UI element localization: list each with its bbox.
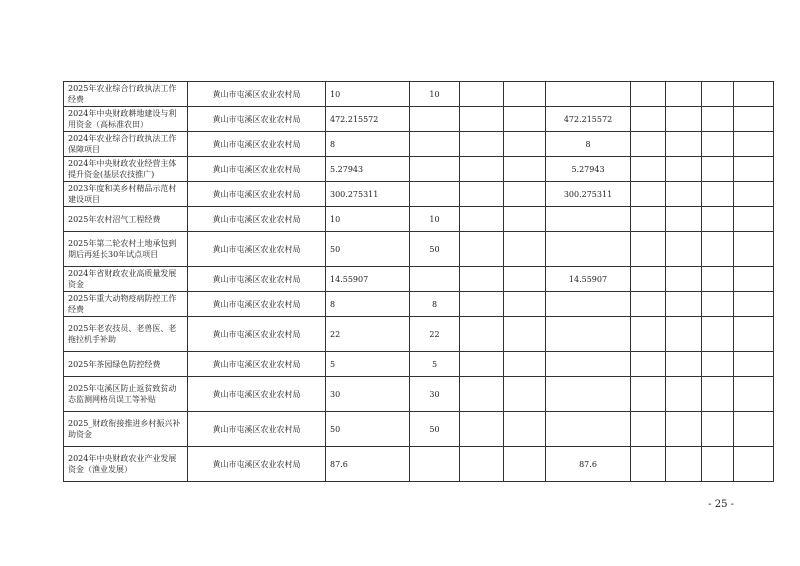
empty-cell	[460, 377, 504, 412]
amount-col2-cell	[410, 157, 460, 182]
unit-cell: 黄山市屯溪区农业农村局	[188, 267, 326, 292]
empty-cell	[460, 157, 504, 182]
amount-col5-cell	[546, 377, 631, 412]
unit-cell: 黄山市屯溪区农业农村局	[188, 412, 326, 447]
amount-col2-cell: 30	[410, 377, 460, 412]
amount-col5-cell	[546, 82, 631, 107]
table-row	[64, 292, 774, 317]
table-row	[64, 182, 774, 207]
amount-col2-cell: 50	[410, 232, 460, 267]
empty-cell	[702, 292, 734, 317]
amount-col2-cell: 10	[410, 82, 460, 107]
empty-cell	[504, 447, 546, 482]
empty-cell	[734, 82, 774, 107]
table-row	[64, 447, 774, 482]
unit-cell: 黄山市屯溪区农业农村局	[188, 82, 326, 107]
unit-cell: 黄山市屯溪区农业农村局	[188, 107, 326, 132]
amount-col5-cell: 472.215572	[546, 107, 631, 132]
table-row	[64, 132, 774, 157]
empty-cell	[504, 157, 546, 182]
total-amount-cell: 8	[326, 292, 410, 317]
total-amount-cell: 5.27943	[326, 157, 410, 182]
unit-cell: 黄山市屯溪区农业农村局	[188, 157, 326, 182]
project-name-cell: 2025年茶园绿色防控经费	[64, 352, 188, 377]
empty-cell	[734, 317, 774, 352]
empty-cell	[734, 207, 774, 232]
amount-col2-cell	[410, 447, 460, 482]
empty-cell	[702, 412, 734, 447]
empty-cell	[702, 352, 734, 377]
empty-cell	[734, 377, 774, 412]
empty-cell	[666, 412, 702, 447]
unit-cell: 黄山市屯溪区农业农村局	[188, 447, 326, 482]
empty-cell	[631, 267, 666, 292]
empty-cell	[460, 132, 504, 157]
project-name-cell: 2023年度和美乡村精品示范村建设项目	[64, 182, 188, 207]
empty-cell	[666, 377, 702, 412]
unit-cell: 黄山市屯溪区农业农村局	[188, 132, 326, 157]
empty-cell	[734, 412, 774, 447]
empty-cell	[666, 352, 702, 377]
empty-cell	[702, 447, 734, 482]
empty-cell	[666, 107, 702, 132]
amount-col5-cell: 5.27943	[546, 157, 631, 182]
empty-cell	[734, 132, 774, 157]
project-name-cell: 2025年屯溪区防止返贫致贫动态监测网格员误工等补贴	[64, 377, 188, 412]
budget-table	[63, 81, 774, 482]
unit-cell: 黄山市屯溪区农业农村局	[188, 352, 326, 377]
amount-col5-cell: 8	[546, 132, 631, 157]
empty-cell	[734, 447, 774, 482]
table-row	[64, 267, 774, 292]
table-row	[64, 317, 774, 352]
empty-cell	[702, 207, 734, 232]
empty-cell	[504, 232, 546, 267]
total-amount-cell: 8	[326, 132, 410, 157]
empty-cell	[504, 317, 546, 352]
page-number: - 25 -	[708, 499, 734, 510]
project-name-cell: 2025年农村沼气工程经费	[64, 207, 188, 232]
total-amount-cell: 87.6	[326, 447, 410, 482]
empty-cell	[460, 182, 504, 207]
empty-cell	[631, 352, 666, 377]
empty-cell	[460, 352, 504, 377]
table-row	[64, 107, 774, 132]
empty-cell	[504, 182, 546, 207]
amount-col5-cell: 14.55907	[546, 267, 631, 292]
empty-cell	[631, 107, 666, 132]
total-amount-cell: 50	[326, 232, 410, 267]
unit-cell: 黄山市屯溪区农业农村局	[188, 292, 326, 317]
empty-cell	[666, 292, 702, 317]
empty-cell	[734, 182, 774, 207]
amount-col5-cell	[546, 317, 631, 352]
empty-cell	[631, 292, 666, 317]
empty-cell	[460, 107, 504, 132]
empty-cell	[631, 132, 666, 157]
empty-cell	[734, 157, 774, 182]
amount-col2-cell	[410, 182, 460, 207]
amount-col5-cell	[546, 292, 631, 317]
empty-cell	[504, 352, 546, 377]
empty-cell	[460, 82, 504, 107]
empty-cell	[734, 232, 774, 267]
empty-cell	[460, 412, 504, 447]
table-row	[64, 82, 774, 107]
project-name-cell: 2025年老农技员、老兽医、老拖拉机手补助	[64, 317, 188, 352]
empty-cell	[702, 182, 734, 207]
empty-cell	[631, 207, 666, 232]
project-name-cell: 2025年农业综合行政执法工作经费	[64, 82, 188, 107]
empty-cell	[702, 107, 734, 132]
empty-cell	[666, 447, 702, 482]
empty-cell	[504, 292, 546, 317]
empty-cell	[504, 267, 546, 292]
total-amount-cell: 50	[326, 412, 410, 447]
table-row	[64, 377, 774, 412]
empty-cell	[460, 207, 504, 232]
empty-cell	[631, 412, 666, 447]
amount-col2-cell: 10	[410, 207, 460, 232]
project-name-cell: 2025年重大动物疫病防控工作经费	[64, 292, 188, 317]
empty-cell	[631, 317, 666, 352]
project-name-cell: 2025年第二轮农村土地承包到期后再延长30年试点项目	[64, 232, 188, 267]
unit-cell: 黄山市屯溪区农业农村局	[188, 207, 326, 232]
empty-cell	[666, 267, 702, 292]
empty-cell	[666, 317, 702, 352]
empty-cell	[702, 317, 734, 352]
project-name-cell: 2024年省财政农业高质量发展资金	[64, 267, 188, 292]
empty-cell	[504, 132, 546, 157]
empty-cell	[504, 107, 546, 132]
empty-cell	[631, 377, 666, 412]
empty-cell	[504, 82, 546, 107]
project-name-cell: 2025_财政衔接推进乡村振兴补助资金	[64, 412, 188, 447]
empty-cell	[702, 232, 734, 267]
empty-cell	[702, 267, 734, 292]
amount-col5-cell	[546, 412, 631, 447]
empty-cell	[460, 267, 504, 292]
empty-cell	[702, 132, 734, 157]
amount-col2-cell: 5	[410, 352, 460, 377]
amount-col2-cell	[410, 107, 460, 132]
unit-cell: 黄山市屯溪区农业农村局	[188, 377, 326, 412]
empty-cell	[702, 82, 734, 107]
empty-cell	[631, 232, 666, 267]
empty-cell	[666, 157, 702, 182]
empty-cell	[702, 377, 734, 412]
empty-cell	[666, 232, 702, 267]
project-name-cell: 2024年中央财政农业产业发展资金（渔业发展）	[64, 447, 188, 482]
total-amount-cell: 300.275311	[326, 182, 410, 207]
total-amount-cell: 5	[326, 352, 410, 377]
amount-col5-cell	[546, 352, 631, 377]
project-name-cell: 2024年农业综合行政执法工作保障项目	[64, 132, 188, 157]
project-name-cell: 2024年中央财政农业经营主体提升资金(基层农技推广)	[64, 157, 188, 182]
unit-cell: 黄山市屯溪区农业农村局	[188, 182, 326, 207]
amount-col2-cell: 50	[410, 412, 460, 447]
table-row	[64, 157, 774, 182]
amount-col2-cell	[410, 267, 460, 292]
empty-cell	[504, 412, 546, 447]
empty-cell	[734, 107, 774, 132]
empty-cell	[504, 207, 546, 232]
empty-cell	[734, 292, 774, 317]
amount-col5-cell: 300.275311	[546, 182, 631, 207]
project-name-cell: 2024年中央财政耕地建设与利用资金（高标准农田）	[64, 107, 188, 132]
empty-cell	[734, 352, 774, 377]
total-amount-cell: 22	[326, 317, 410, 352]
budget-table-body	[64, 82, 774, 482]
empty-cell	[631, 82, 666, 107]
amount-col5-cell	[546, 232, 631, 267]
empty-cell	[666, 207, 702, 232]
table-row	[64, 412, 774, 447]
table-row	[64, 352, 774, 377]
empty-cell	[734, 267, 774, 292]
amount-col2-cell: 22	[410, 317, 460, 352]
empty-cell	[504, 377, 546, 412]
amount-col5-cell	[546, 207, 631, 232]
table-row	[64, 207, 774, 232]
amount-col5-cell: 87.6	[546, 447, 631, 482]
unit-cell: 黄山市屯溪区农业农村局	[188, 232, 326, 267]
table-row	[64, 232, 774, 267]
amount-col2-cell	[410, 132, 460, 157]
empty-cell	[702, 157, 734, 182]
total-amount-cell: 30	[326, 377, 410, 412]
total-amount-cell: 14.55907	[326, 267, 410, 292]
empty-cell	[666, 82, 702, 107]
total-amount-cell: 472.215572	[326, 107, 410, 132]
empty-cell	[631, 447, 666, 482]
empty-cell	[460, 292, 504, 317]
empty-cell	[666, 132, 702, 157]
empty-cell	[460, 317, 504, 352]
amount-col2-cell: 8	[410, 292, 460, 317]
empty-cell	[460, 232, 504, 267]
total-amount-cell: 10	[326, 207, 410, 232]
empty-cell	[631, 182, 666, 207]
unit-cell: 黄山市屯溪区农业农村局	[188, 317, 326, 352]
empty-cell	[460, 447, 504, 482]
empty-cell	[631, 157, 666, 182]
empty-cell	[666, 182, 702, 207]
total-amount-cell: 10	[326, 82, 410, 107]
